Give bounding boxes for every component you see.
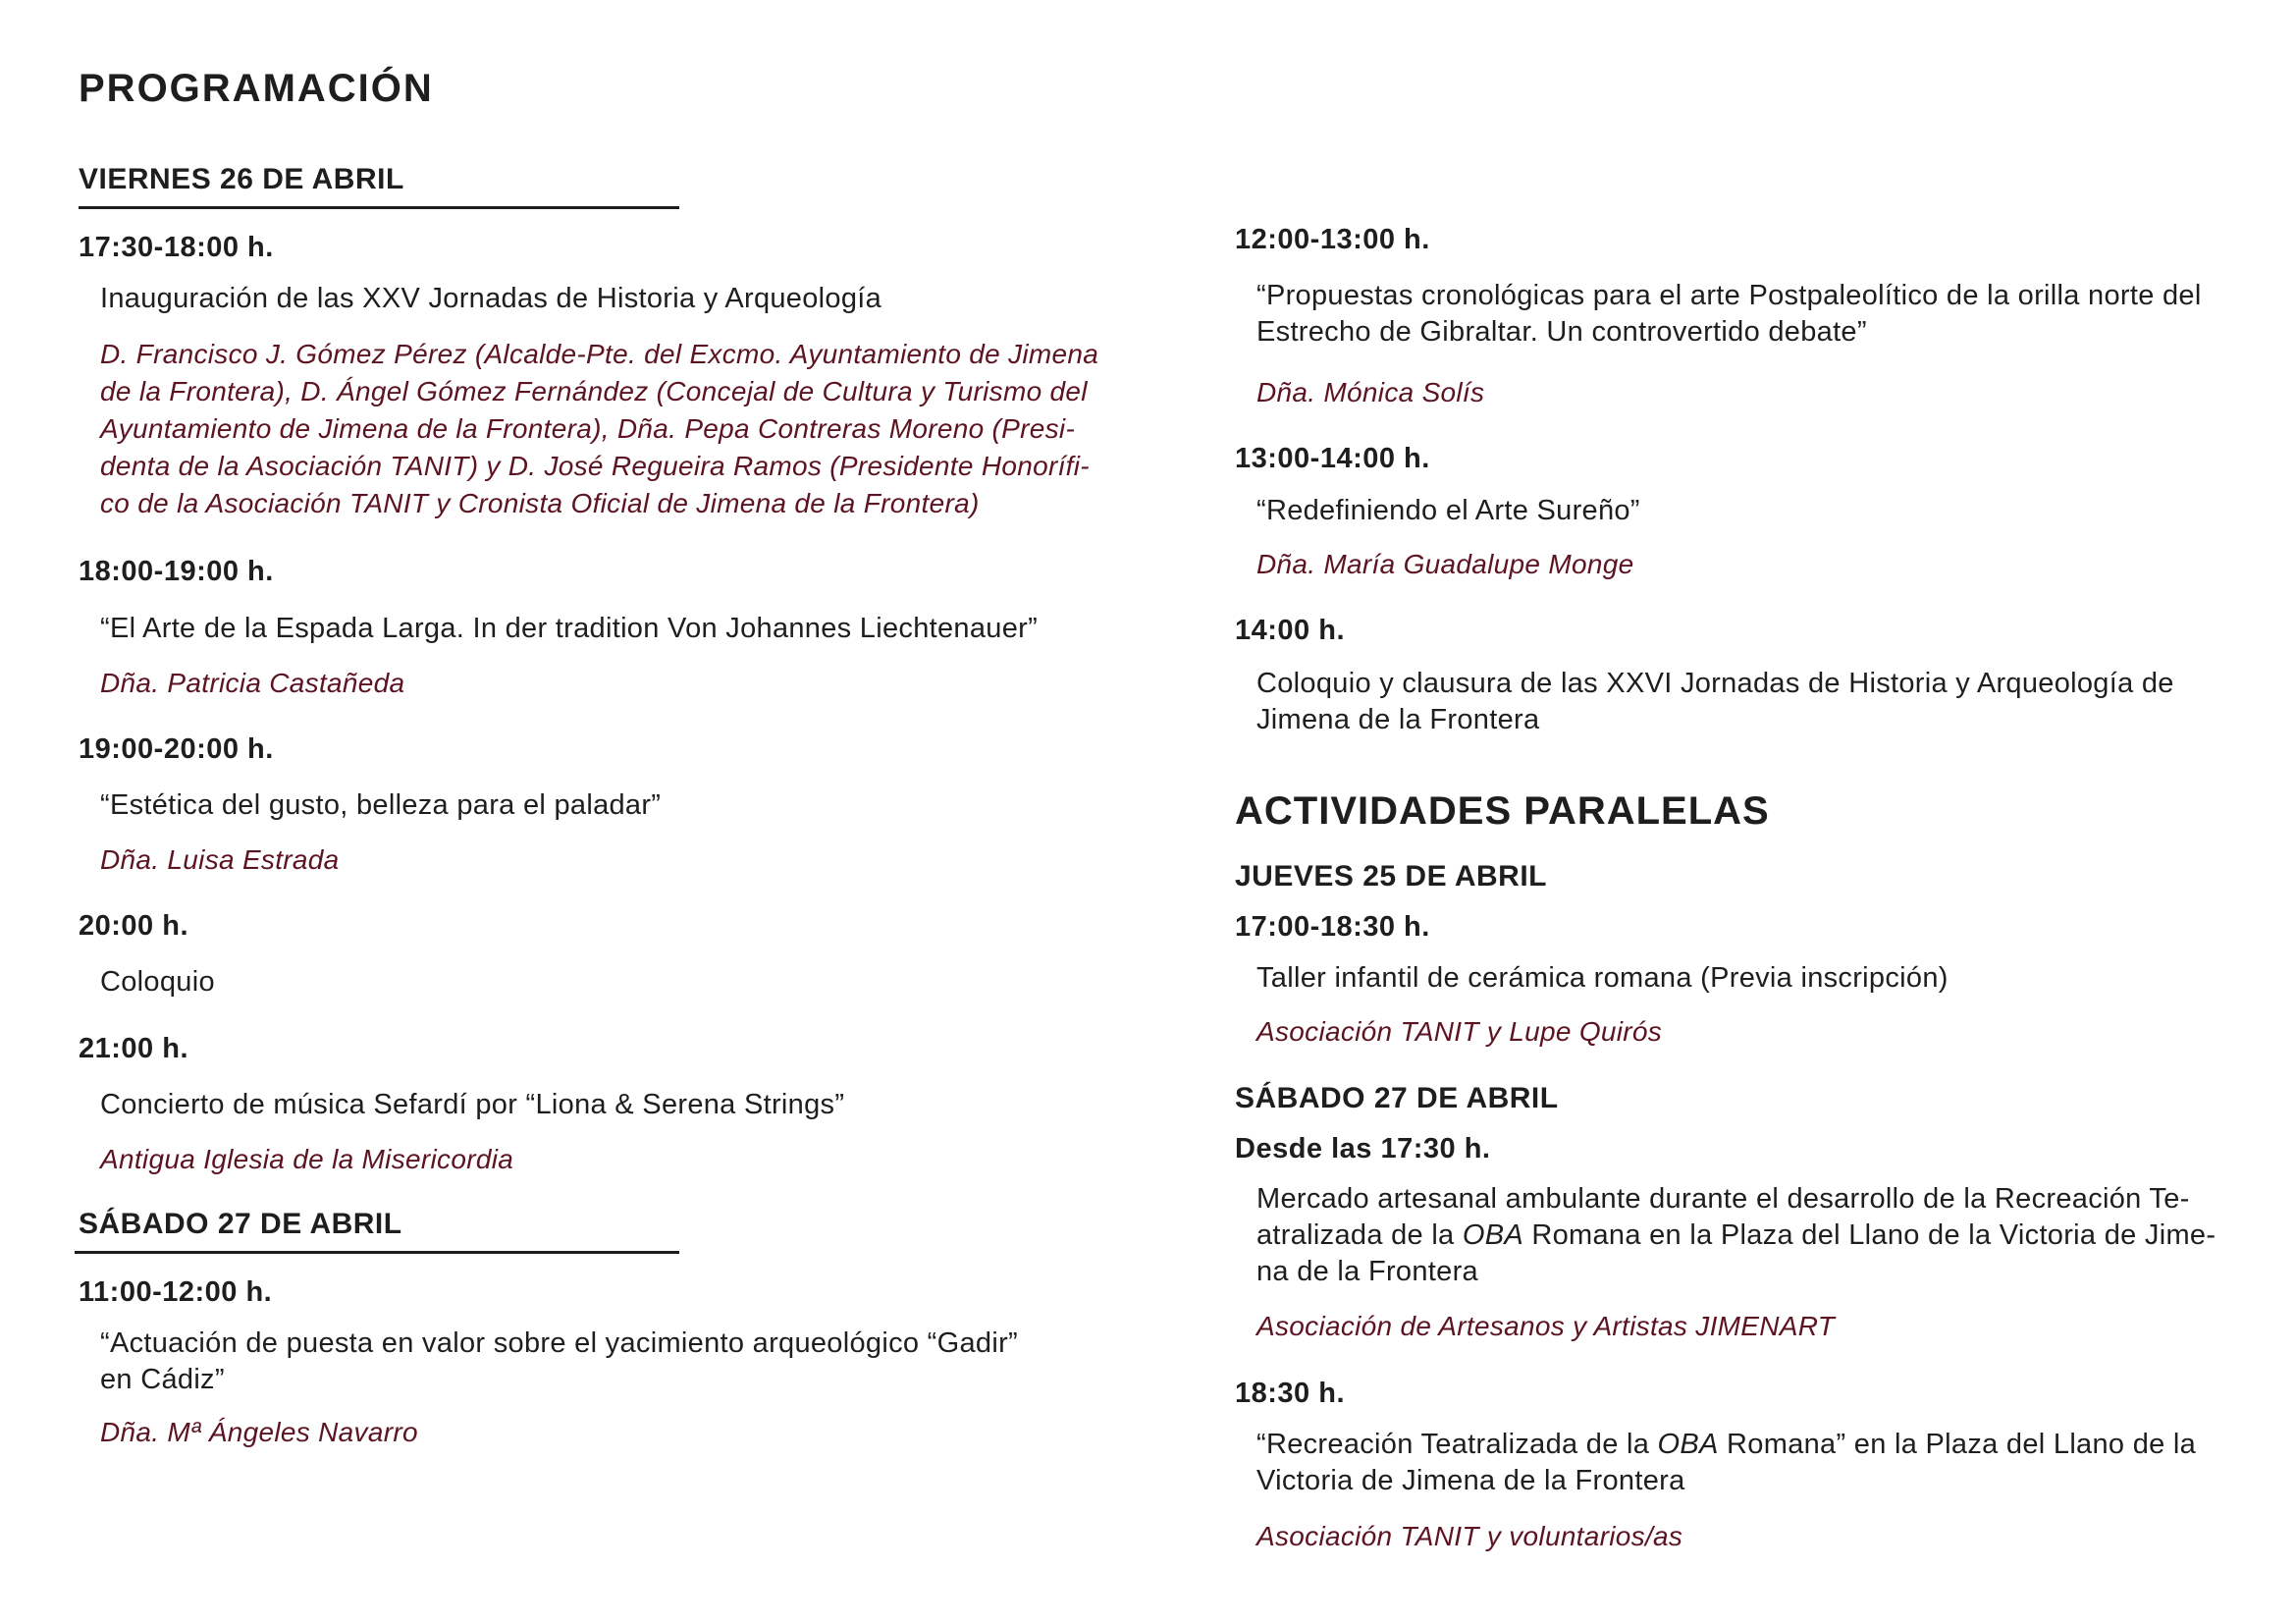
section-title-actividades: ACTIVIDADES PARALELAS — [1235, 789, 1770, 833]
day-heading-viernes: VIERNES 26 DE ABRIL — [79, 163, 404, 195]
text-line: Coloquio y clausura de las XXVI Jornadas de Historia y Arqueología de — [1256, 668, 2174, 699]
event-time: 17:30-18:00 h. — [79, 232, 274, 263]
event-title — [100, 1326, 1018, 1398]
text-line — [1256, 1427, 2196, 1463]
text-line — [1256, 1218, 2216, 1254]
event-title: “El Arte de la Espada Larga. In der tradition Von Johannes Liechtenauer” — [100, 613, 1039, 644]
speaker-line: de la Frontera), D. Ángel Gómez Fernández (Concejal de Cultura y Turismo del — [100, 376, 1088, 406]
day-heading-sabado-paralelas: SÁBADO 27 DE ABRIL — [1235, 1082, 1559, 1114]
text-line: en Cádiz” — [100, 1364, 225, 1395]
event-time: 21:00 h. — [79, 1033, 188, 1064]
event-title: “Redefiniendo el Arte Sureño” — [1256, 495, 1640, 526]
day-heading-jueves: JUEVES 25 DE ABRIL — [1235, 860, 1547, 893]
event-time: Desde las 17:30 h. — [1235, 1133, 1491, 1164]
text-line: “Actuación de puesta en valor sobre el yacimiento arqueológico “Gadir” — [100, 1327, 1018, 1359]
text-line: na de la Frontera — [1256, 1256, 1478, 1287]
day-rule — [75, 1251, 679, 1254]
text-line: Mercado artesanal ambulante durante el desarrollo de la Recreación Te- — [1256, 1183, 2190, 1215]
event-title — [1256, 1181, 2216, 1290]
event-speaker: Dña. Mª Ángeles Navarro — [100, 1417, 418, 1447]
text-span: Romana” en la Plaza del Llano de la — [1718, 1429, 2197, 1460]
text-line: “Propuestas cronológicas para el arte Postpaleolítico de la orilla norte del — [1256, 280, 2202, 311]
event-title — [1256, 1427, 2196, 1499]
event-time: 18:00-19:00 h. — [79, 556, 274, 587]
text-span: atralizada de la — [1256, 1219, 1463, 1251]
event-speaker — [100, 336, 1121, 522]
event-title: Coloquio — [100, 966, 215, 998]
event-time: 11:00-12:00 h. — [79, 1276, 273, 1308]
event-speaker: Dña. Mónica Solís — [1256, 377, 1485, 407]
text-line: Estrecho de Gibraltar. Un controvertido debate” — [1256, 316, 1867, 348]
event-title: “Estética del gusto, belleza para el paladar” — [100, 789, 662, 821]
event-title — [1256, 278, 2202, 351]
speaker-line: co de la Asociación TANIT y Cronista Oficial de Jimena de la Frontera) — [100, 488, 980, 518]
text-span: Romana en la Plaza del Llano de la Victoria de Jime- — [1523, 1219, 2216, 1251]
text-emphasis: OBA — [1462, 1219, 1523, 1251]
day-rule — [79, 206, 679, 209]
page-title: PROGRAMACIÓN — [79, 67, 434, 110]
event-title: Taller infantil de cerámica romana (Previa inscripción) — [1256, 962, 1949, 994]
event-speaker: Dña. Patricia Castañeda — [100, 668, 405, 698]
event-time: 14:00 h. — [1235, 615, 1345, 646]
text-line: Victoria de Jimena de la Frontera — [1256, 1465, 1685, 1496]
event-title — [1256, 666, 2174, 738]
event-time: 12:00-13:00 h. — [1235, 224, 1430, 255]
event-time: 19:00-20:00 h. — [79, 733, 274, 765]
event-time: 20:00 h. — [79, 910, 188, 942]
event-time: 13:00-14:00 h. — [1235, 443, 1430, 474]
speaker-line: denta de la Asociación TANIT) y D. José Regueira Ramos (Presidente Honorífi- — [100, 451, 1090, 481]
event-time: 18:30 h. — [1235, 1378, 1345, 1409]
speaker-line: D. Francisco J. Gómez Pérez (Alcalde-Pte. del Excmo. Ayuntamiento de Jimena — [100, 339, 1099, 369]
text-line: Jimena de la Frontera — [1256, 704, 1540, 735]
event-time: 17:00-18:30 h. — [1235, 911, 1430, 943]
event-speaker: Asociación TANIT y Lupe Quirós — [1256, 1016, 1663, 1047]
event-speaker: Asociación de Artesanos y Artistas JIMENART — [1256, 1311, 1836, 1341]
event-title: Inauguración de las XXV Jornadas de Historia y Arqueología — [100, 283, 882, 314]
text-span: “Recreación Teatralizada de la — [1256, 1429, 1658, 1460]
day-heading-sabado: SÁBADO 27 DE ABRIL — [79, 1208, 402, 1240]
event-speaker: Dña. Luisa Estrada — [100, 844, 340, 875]
speaker-line: Ayuntamiento de Jimena de la Frontera), Dña. Pepa Contreras Moreno (Presi- — [100, 413, 1076, 444]
text-emphasis: OBA — [1657, 1429, 1719, 1460]
event-speaker: Antigua Iglesia de la Misericordia — [100, 1144, 514, 1174]
event-title: Concierto de música Sefardí por “Liona & Serena Strings” — [100, 1089, 845, 1120]
event-speaker: Asociación TANIT y voluntarios/as — [1256, 1521, 1683, 1551]
event-speaker: Dña. María Guadalupe Monge — [1256, 549, 1634, 579]
